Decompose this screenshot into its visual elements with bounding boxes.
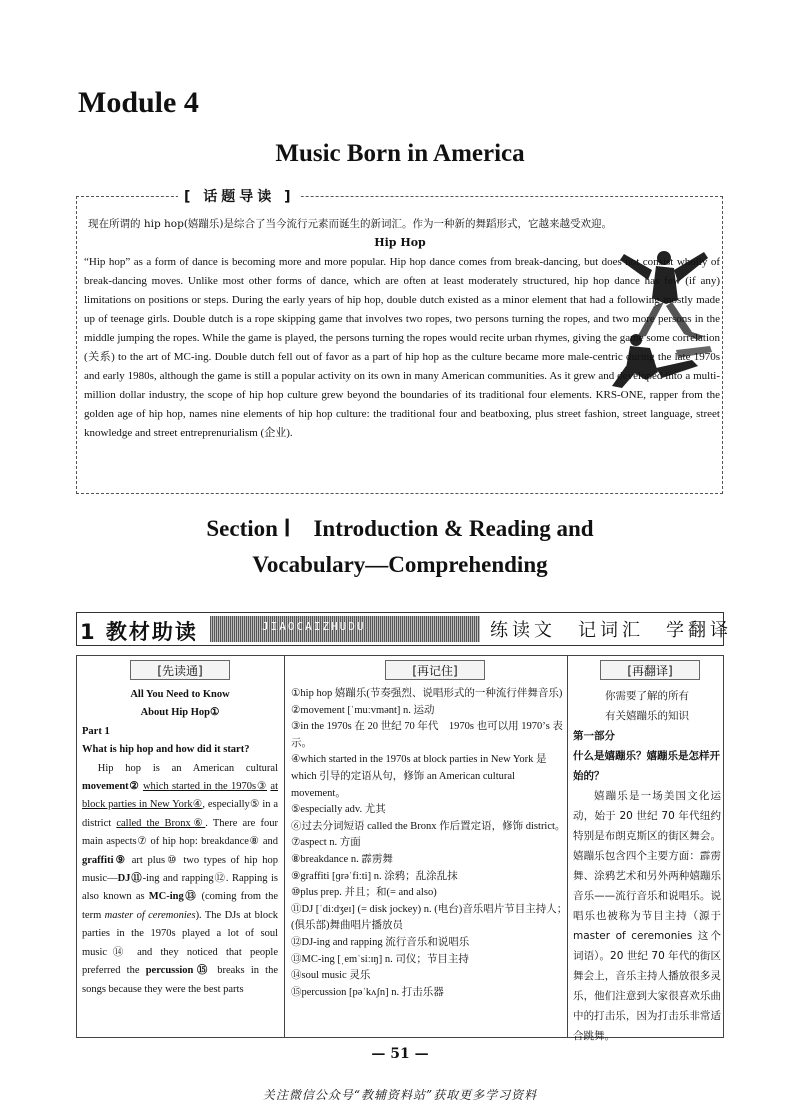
topic-intro: 现在所谓的 hip hop(嬉蹦乐)是综合了当今流行元素而诞生的新词汇。作为一种新的舞蹈形式，它越来越受欢迎。 <box>88 218 613 230</box>
vocab-item: ⑤especially adv. 尤其 <box>291 804 386 816</box>
clause-which-started: which started in the 1970s③ <box>142 781 268 793</box>
vocab-item: ⑪DJ [ˈdiːdʒeɪ] (= disk jockey) n. (电台)音乐唱片节目主持人；(俱乐部)舞曲唱片播放员 <box>291 903 568 932</box>
phrase-called: called the Bronx⑥ <box>116 817 206 829</box>
reading-title-1: All You Need to Know <box>130 689 230 700</box>
word-percussion: percussion⑮ <box>145 965 212 977</box>
vocab-item: ⑨graffiti [ɡrəˈfiːti] n. 涂鸦；乱涂乱抹 <box>291 870 458 882</box>
reading-column <box>82 686 278 999</box>
translation-question: 什么是嬉蹦乐？嬉蹦乐是怎样开始的？ <box>573 750 720 782</box>
unit-title: Music Born in America <box>275 140 525 167</box>
vocab-item: ④which started in the 1970s at block parties in New York 是 which 引导的定语从句，修饰 an American cultural movement。 <box>291 754 547 799</box>
column-head-translate: [再翻译] <box>600 660 700 680</box>
banner-pinyin: JIAOCAIZHUDU <box>262 620 366 633</box>
topic-body-text: “Hip hop” as a form of dance is becoming more and more popular. Hip hop dance comes from break-dancing, but does not consist wholly of break-dancing moves. Unlike most other forms of dance, which are often at least moderately structured, hip hop dance has few (if any) limitations on positions or steps. During the early years of hip hop, double dutch existed as a minor element that had a following mostly made up of teenage girls. Double dutch is a rope skipping game that involves two ropes, two persons turning the ropes, and two more persons in the middle jumping the ropes. While the game is played, the persons turning the ropes would recite urban rhymes, giving the game some correlation (关系) to the art of MC-ing. Double dutch fell out of favor as a part of hip hop as the culture became more male-centric during the late 1970s and early 1980s, although the game is still a popular activity on its own in many American communities. As it grew and developed into a multi-million dollar industry, the scope of hip hop culture grew beyond the boundaries of its traditional four elements. KRS-ONE, rapper from the golden age of hip hop, names nine elements of hip hop culture: the traditional four and beatboxing, plus street fashion, street language, street knowledge and street entreprenurialism (企业). <box>84 256 720 439</box>
reading-text: Hip hop is an American cultural <box>97 762 278 774</box>
banner-tags: 练读文 记词汇 学翻译 <box>490 620 732 641</box>
vocab-item: ①hip hop 嬉蹦乐(节奏强烈、说唱形式的一种流行伴舞音乐) <box>291 688 563 699</box>
reading-title-2: About Hip Hop① <box>140 707 220 719</box>
reading-part: Part 1 <box>82 725 110 737</box>
translation-part: 第一部分 <box>573 730 615 742</box>
reading-text: . There are four main aspects⑦ of hip hop: breakdance⑧ and <box>82 817 278 848</box>
vocab-item: ⑬MC-ing [ˌemˈsiːɪŋ] n. 司仪；节目主持 <box>291 953 469 965</box>
section-title-line2: Vocabulary—Comprehending <box>252 552 548 577</box>
topic-label-text: 话题导读 <box>203 189 276 205</box>
phrase-at-block: at block parties in New York④ <box>82 781 278 811</box>
translation-title-1: 你需要了解的所有 <box>605 690 689 702</box>
word-mcing: MC-ing⑬ <box>148 891 198 903</box>
term-master-of-ceremonies: master of ceremonies <box>104 909 196 921</box>
module-title: Module 4 <box>78 86 199 119</box>
vocab-item: ⑮percussion [pəˈkʌʃn] n. 打击乐器 <box>291 986 444 998</box>
banner-number: 1 教材助读 <box>80 616 210 642</box>
topic-label: [ 话题导读 ] <box>178 186 301 206</box>
reading-text: (coming from the term <box>82 891 279 921</box>
vocab-item: ⑦aspect n. 方面 <box>291 837 361 849</box>
translation-title-2: 有关嬉蹦乐的知识 <box>605 710 689 722</box>
word-graffiti: graffiti⑨ <box>82 854 128 866</box>
translation-column <box>573 686 721 1046</box>
topic-body <box>84 253 720 443</box>
topic-heading: Hip Hop <box>374 236 426 249</box>
vocab-item: ②movement [ˈmuːvmənt] n. 运动 <box>291 704 435 716</box>
translation-body: 嬉蹦乐是一场美国文化运动，始于 20 世纪 70 年代纽约特别是布朗克斯区的街区舞会。嬉蹦乐包含四个主要方面：霹雳舞、涂鸦艺术和另外两种嬉蹦乐音乐——流行音乐和说唱乐。说唱乐也被称为节目主持（源于 master of ceremonies 这个词语）。20 世纪 70 年代的街区舞会上，音乐主持人播放很多灵乐，他们注意到大家很喜欢乐曲中的打击乐，因为打击乐非常适合跳舞。 <box>573 790 721 1042</box>
vocab-item: ③in the 1970s 在 20 世纪 70 年代 1970s 也可以用 1970’s 表示。 <box>291 721 563 749</box>
vocab-item: ⑩plus prep. 并且；和(= and also) <box>291 887 437 899</box>
word-movement: movement② <box>82 781 140 793</box>
word-dj: DJ⑪ <box>117 873 143 885</box>
reading-question: What is hip hop and how did it start? <box>82 744 250 756</box>
vocab-item: ⑫DJ-ing and rapping 流行音乐和说唱乐 <box>291 936 470 948</box>
page-number: — 51 — <box>371 1046 429 1062</box>
column-divider <box>284 655 285 1038</box>
reading-paragraph <box>82 760 278 999</box>
vocab-item: ⑭soul music 灵乐 <box>291 970 371 982</box>
column-head-read: [先读通] <box>130 660 230 680</box>
reading-text: art plus⑩ two types of hip hop music— <box>82 854 278 885</box>
reading-text: breaks in the songs because they were the best parts <box>82 965 279 995</box>
reading-text: ). The DJs at block parties in the 1970s played a lot of soul music⑭ and they noticed that people preferred the <box>82 909 278 977</box>
vocab-column <box>291 686 571 1001</box>
column-head-remember: [再记住] <box>385 660 485 680</box>
vocab-item: ⑥过去分词短语 called the Bronx 作后置定语，修饰 district。 <box>291 820 566 832</box>
vocab-item: ⑧breakdance n. 霹雳舞 <box>291 853 393 865</box>
reading-text: -ing and rapping⑫. Rapping is also known as <box>82 873 278 903</box>
section-title-line1: Section Ⅰ Introduction & Reading and <box>206 516 594 541</box>
reading-text: , especially⑤ in a district <box>82 799 278 829</box>
footer-note: 关注微信公众号“教辅资料站”获取更多学习资料 <box>262 1088 538 1102</box>
